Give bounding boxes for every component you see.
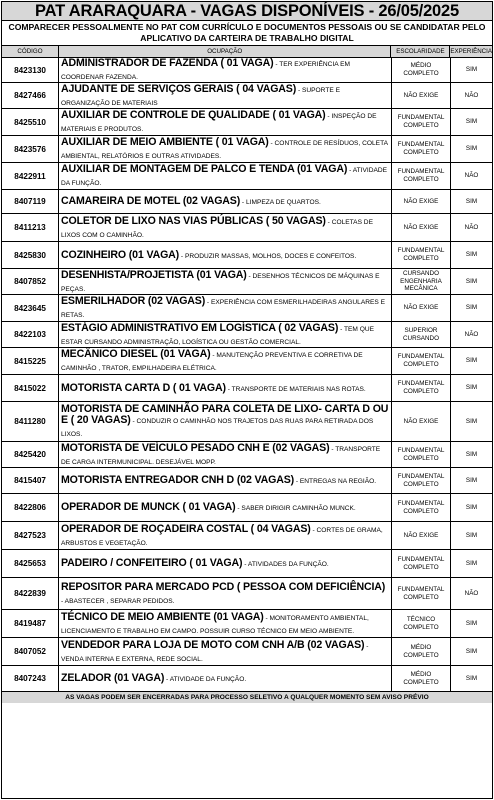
job-title: VENDEDOR PARA LOJA DE MOTO COM CNH A/B (02 VAGAS) bbox=[61, 638, 365, 651]
job-experience: SIM bbox=[465, 619, 478, 627]
table-row bbox=[2, 578, 492, 610]
job-code: 8407052 bbox=[2, 638, 59, 665]
table-row bbox=[2, 214, 492, 242]
job-title: AUXILIAR DE MEIO AMBIENTE ( 01 VAGA) bbox=[61, 136, 269, 148]
job-education: FUNDAMENTAL COMPLETO bbox=[392, 550, 451, 577]
job-experience: SIM bbox=[465, 384, 478, 392]
job-description: LIMPEZA DE QUARTOS. bbox=[245, 199, 321, 206]
job-title: CAMAREIRA DE MOTEL (02 VAGAS) bbox=[61, 195, 241, 207]
job-occupation: MOTORISTA DE VEÍCULO PESADO CNH E (02 VAGAS) - TRANSPORTE DE CARGA INTERMUNICIPAL. DESEJÁVEL MOPP. bbox=[59, 442, 392, 467]
job-education: NÃO EXIGE bbox=[392, 83, 451, 108]
page-title: PAT ARARAQUARA - VAGAS DISPONÍVEIS - 26/05/2025 bbox=[2, 2, 492, 21]
job-title: MECÂNICO DIESEL (01 VAGA) bbox=[61, 348, 211, 360]
job-title: DESENHISTA/PROJETISTA (01 VAGA) bbox=[61, 268, 247, 281]
job-experience: SIM bbox=[465, 357, 478, 365]
job-experience: NÃO bbox=[464, 223, 479, 231]
job-education: FUNDAMENTAL COMPLETO bbox=[392, 348, 451, 374]
job-experience: SIM bbox=[465, 417, 478, 425]
job-description: SABER DIRIGIR CAMINHÃO MUNCK. bbox=[241, 505, 356, 512]
job-education: MÉDIO COMPLETO bbox=[392, 638, 451, 665]
job-experience: SIM bbox=[465, 647, 478, 655]
job-experience: SIM bbox=[465, 559, 478, 567]
job-occupation: DESENHISTA/PROJETISTA (01 VAGA) - DESENHOS TÉCNICOS DE MÁQUINAS E PEÇAS. bbox=[59, 269, 392, 294]
job-title: ESMERILHADOR (02 VAGAS) bbox=[61, 295, 206, 307]
job-education: FUNDAMENTAL COMPLETO bbox=[392, 163, 451, 189]
job-occupation: OPERADOR DE ROÇADEIRA COSTAL ( 04 VAGAS) - CORTES DE GRAMA, ARBUSTOS E VEGETAÇÃO. bbox=[59, 522, 392, 549]
job-code: 8425830 bbox=[2, 242, 59, 268]
job-experience: SIM bbox=[465, 304, 478, 312]
job-education: FUNDAMENTAL COMPLETO bbox=[392, 578, 451, 609]
job-description: ABASTECER , SEPARAR PEDIDOS. bbox=[64, 597, 175, 605]
job-code: 8422911 bbox=[2, 163, 59, 189]
job-description: INSPEÇÃO DE MATERIAIS E PRODUTOS. bbox=[61, 113, 377, 133]
table-row bbox=[2, 550, 492, 578]
job-code: 8415225 bbox=[2, 348, 59, 374]
job-code: 8422806 bbox=[2, 494, 59, 521]
job-title: ZELADOR (01 VAGA) bbox=[61, 672, 165, 684]
table-row bbox=[2, 522, 492, 550]
table-row bbox=[2, 58, 492, 83]
table-row bbox=[2, 638, 492, 666]
job-occupation: ESTÁGIO ADMINISTRATIVO EM LOGÍSTICA ( 02 VAGAS) - TEM QUE ESTAR CURSANDO ADMINISTRAÇÃO, LOGÍSTICA OU GESTÃO COMERCIAL. bbox=[59, 322, 392, 347]
table-row bbox=[2, 190, 492, 214]
job-description: COLETAS DE LIXOS COM O CAMINHÃO. bbox=[61, 218, 373, 239]
job-experience: SIM bbox=[465, 277, 478, 285]
job-education: MÉDIO COMPLETO bbox=[392, 666, 451, 691]
job-education: FUNDAMENTAL COMPLETO bbox=[392, 494, 451, 521]
header-education: ESCOLARIDADE bbox=[391, 46, 450, 57]
job-description: ATIVIDADE DA FUNÇÃO. bbox=[61, 167, 388, 187]
table-row bbox=[2, 242, 492, 269]
table-row bbox=[2, 468, 492, 494]
job-title: COLETOR DE LIXO NAS VIAS PÚBLICAS ( 50 VAGAS) bbox=[61, 214, 326, 227]
job-education: FUNDAMENTAL COMPLETO bbox=[392, 109, 451, 135]
job-code: 8423130 bbox=[2, 58, 59, 82]
job-education: NÃO EXIGE bbox=[392, 190, 451, 213]
job-description: DESENHOS TÉCNICOS DE MÁQUINAS E PEÇAS. bbox=[61, 272, 380, 293]
job-description: EXPERIÊNCIA COM ESMERILHADEIRAS ANGULARES E RETAS. bbox=[61, 299, 386, 319]
table-row bbox=[2, 136, 492, 163]
job-description: TRANSPORTE DE MATERIAIS NAS ROTAS. bbox=[231, 385, 366, 393]
job-code: 8407243 bbox=[2, 666, 59, 691]
job-table-body bbox=[2, 58, 492, 692]
job-code: 8411213 bbox=[2, 214, 59, 241]
job-education: TÉCNICO COMPLETO bbox=[392, 610, 451, 637]
job-experience: NÃO bbox=[464, 589, 479, 597]
job-title: REPOSITOR PARA MERCADO PCD ( PESSOA COM DEFICIÊNCIA) bbox=[61, 580, 386, 593]
job-code: 8411280 bbox=[2, 402, 59, 441]
job-description: CONTROLE DE RESÍDUOS, COLETA AMBIENTAL, RELATÓRIOS E OUTRAS ATIVIDADES. bbox=[61, 140, 388, 160]
job-education: FUNDAMENTAL COMPLETO bbox=[392, 442, 451, 467]
job-description: ATIVIDADE DA FUNÇÃO. bbox=[169, 676, 247, 683]
header-occupation: OCUPAÇÃO bbox=[59, 46, 392, 57]
job-experience: SIM bbox=[465, 450, 478, 458]
job-code: 8415022 bbox=[2, 375, 59, 401]
job-code: 8425510 bbox=[2, 109, 59, 135]
job-code: 8423645 bbox=[2, 295, 59, 321]
job-description: SUPORTE E ORGANIZAÇÃO DE MATERIAIS bbox=[61, 86, 340, 107]
job-title: MOTORISTA ENTREGADOR CNH D (02 VAGAS) bbox=[61, 474, 295, 486]
job-description: MANUTENÇÃO PREVENTIVA E CORRETIVA DE CAMINHÃO , TRATOR, EMPILHADEIRA ELÉTRICA. bbox=[61, 352, 363, 372]
job-experience: SIM bbox=[465, 674, 478, 682]
job-description: ENTREGAS NA REGIÃO. bbox=[299, 478, 377, 485]
table-row bbox=[2, 295, 492, 322]
footer-notice: AS VAGAS PODEM SER ENCERRADAS PARA PROCESSO SELETIVO A QUALQUER MOMENTO SEM AVISO PRÉVIO bbox=[2, 692, 492, 703]
job-education: NÃO EXIGE bbox=[392, 522, 451, 549]
job-occupation: TÉCNICO DE MEIO AMBIENTE (01 VAGA) - MONITORAMENTO AMBIENTAL, LICENCIAMENTO E TRABALHO EM CAMPO. POSSUIR CURSO TÉCNICO EM MEIO AMBIENTE. bbox=[59, 610, 392, 637]
job-title: COZINHEIRO (01 VAGA) bbox=[61, 248, 180, 261]
job-experience: NÃO bbox=[464, 330, 479, 338]
job-description: VENDA INTERNA E EXTERNA, REDE SOCIAL. bbox=[61, 655, 203, 663]
job-description: TRANSPORTE DE CARGA INTERMUNICIPAL. DESEJÁVEL MOPP. bbox=[61, 445, 381, 466]
job-education: FUNDAMENTAL COMPLETO bbox=[392, 136, 451, 162]
job-code: 8415407 bbox=[2, 468, 59, 493]
job-occupation: REPOSITOR PARA MERCADO PCD ( PESSOA COM DEFICIÊNCIA) - ABASTECER , SEPARAR PEDIDOS. bbox=[59, 578, 392, 609]
job-description: MONITORAMENTO AMBIENTAL, LICENCIAMENTO E TRABALHO EM CAMPO. POSSUIR CURSO TÉCNICO EM MEIO AMBIENTE. bbox=[61, 614, 369, 635]
job-occupation: MECÂNICO DIESEL (01 VAGA) - MANUTENÇÃO PREVENTIVA E CORRETIVA DE CAMINHÃO , TRATOR, EMPILHADEIRA ELÉTRICA. bbox=[59, 348, 392, 374]
job-experience: SIM bbox=[465, 197, 478, 205]
job-occupation: ESMERILHADOR (02 VAGAS) - EXPERIÊNCIA COM ESMERILHADEIRAS ANGULARES E RETAS. bbox=[59, 295, 392, 321]
job-education: CURSANDO ENGENHARIA MECÂNICA bbox=[392, 269, 451, 294]
job-occupation: MOTORISTA ENTREGADOR CNH D (02 VAGAS) - ENTREGAS NA REGIÃO. bbox=[59, 468, 392, 493]
job-description: TER EXPERIÊNCIA EM COORDENAR FAZENDA. bbox=[61, 61, 350, 81]
job-occupation: AUXILIAR DE MEIO AMBIENTE ( 01 VAGA) - CONTROLE DE RESÍDUOS, COLETA AMBIENTAL, RELATÓRIOS E OUTRAS ATIVIDADES. bbox=[59, 136, 392, 162]
job-code: 8425420 bbox=[2, 442, 59, 467]
job-title: MOTORISTA DE CAMINHÃO PARA COLETA DE LIXO- CARTA D OU E ( 20 VAGAS) bbox=[61, 403, 389, 426]
job-experience: SIM bbox=[465, 145, 478, 153]
job-experience: NÃO bbox=[464, 172, 479, 180]
job-description: ATIVIDADES DA FUNÇÃO. bbox=[247, 561, 329, 568]
job-occupation: MOTORISTA DE CAMINHÃO PARA COLETA DE LIXO- CARTA D OU E ( 20 VAGAS) - CONDUZIR O CAMINHÃO NOS TRAJETOS DAS RUAS PARA RETIRADA DOS LIXOS. bbox=[59, 402, 392, 441]
job-occupation: AUXILIAR DE CONTROLE DE QUALIDADE ( 01 VAGA) - INSPEÇÃO DE MATERIAIS E PRODUTOS. bbox=[59, 109, 392, 135]
job-title: OPERADOR DE ROÇADEIRA COSTAL ( 04 VAGAS) bbox=[61, 522, 311, 535]
job-code: 8427466 bbox=[2, 83, 59, 108]
job-occupation: ADMINISTRADOR DE FAZENDA ( 01 VAGA) - TER EXPERIÊNCIA EM COORDENAR FAZENDA. bbox=[59, 58, 392, 82]
job-occupation: COZINHEIRO (01 VAGA) - PRODUZIR MASSAS, MOLHOS, DOCES E CONFEITOS. bbox=[59, 242, 392, 268]
job-description: TEM QUE ESTAR CURSANDO ADMINISTRAÇÃO, LOGÍSTICA OU GESTÃO COMERCIAL. bbox=[61, 325, 375, 346]
job-title: TÉCNICO DE MEIO AMBIENTE (01 VAGA) bbox=[61, 610, 264, 623]
job-description: CORTES DE GRAMA, ARBUSTOS E VEGETAÇÃO. bbox=[61, 526, 383, 547]
job-education: NÃO EXIGE bbox=[392, 214, 451, 241]
job-code: 8422103 bbox=[2, 322, 59, 347]
job-experience: NÃO bbox=[464, 91, 479, 99]
job-education: MÉDIO COMPLETO bbox=[392, 58, 451, 82]
job-code: 8419487 bbox=[2, 610, 59, 637]
table-row bbox=[2, 375, 492, 402]
job-code: 8423576 bbox=[2, 136, 59, 162]
job-occupation: ZELADOR (01 VAGA) - ATIVIDADE DA FUNÇÃO. bbox=[59, 666, 392, 691]
job-experience: SIM bbox=[465, 503, 478, 511]
header-experience: EXPERIÊNCIA bbox=[450, 48, 492, 55]
job-experience: SIM bbox=[465, 66, 478, 74]
table-row bbox=[2, 163, 492, 190]
job-code: 8422839 bbox=[2, 578, 59, 609]
job-description: CONDUZIR O CAMINHÃO NOS TRAJETOS DAS RUAS PARA RETIRADA DOS LIXOS. bbox=[61, 418, 374, 438]
table-row bbox=[2, 402, 492, 442]
job-occupation: PADEIRO / CONFEITEIRO ( 01 VAGA) - ATIVIDADES DA FUNÇÃO. bbox=[59, 550, 392, 577]
job-experience: SIM bbox=[465, 118, 478, 126]
table-row bbox=[2, 442, 492, 468]
job-title: OPERADOR DE MUNCK ( 01 VAGA) bbox=[61, 501, 236, 513]
instructions-subtitle: COMPARECER PESSOALMENTE NO PAT COM CURRÍCULO E DOCUMENTOS PESSOAIS OU SE CANDIDATAR PELO APLICATIVO DA CARTEIRA DE TRABALHO DIGITAL bbox=[2, 21, 492, 46]
job-education: FUNDAMENTAL COMPLETO bbox=[392, 468, 451, 493]
job-description: PRODUZIR MASSAS, MOLHOS, DOCES E CONFEITOS. bbox=[184, 252, 357, 260]
job-title: MOTORISTA DE VEÍCULO PESADO CNH E (02 VAGAS) bbox=[61, 441, 330, 454]
job-code: 8425653 bbox=[2, 550, 59, 577]
job-education: NÃO EXIGE bbox=[392, 402, 451, 441]
job-title: MOTORISTA CARTA D ( 01 VAGA) bbox=[61, 381, 226, 394]
table-row bbox=[2, 666, 492, 692]
job-title: ADMINISTRADOR DE FAZENDA ( 01 VAGA) bbox=[61, 57, 274, 69]
job-experience: SIM bbox=[465, 531, 478, 539]
job-title: PADEIRO / CONFEITEIRO ( 01 VAGA) bbox=[61, 557, 243, 569]
job-education: FUNDAMENTAL COMPLETO bbox=[392, 242, 451, 268]
table-row bbox=[2, 109, 492, 136]
job-title: AUXILIAR DE MONTAGEM DE PALCO E TENDA (01 VAGA) bbox=[61, 163, 348, 175]
table-row bbox=[2, 83, 492, 109]
job-occupation: MOTORISTA CARTA D ( 01 VAGA) - TRANSPORTE DE MATERIAIS NAS ROTAS. bbox=[59, 375, 392, 401]
job-education: SUPERIOR CURSANDO bbox=[392, 322, 451, 347]
job-occupation: VENDEDOR PARA LOJA DE MOTO COM CNH A/B (02 VAGAS) - VENDA INTERNA E EXTERNA, REDE SOCIAL. bbox=[59, 638, 392, 665]
job-title: AJUDANTE DE SERVIÇOS GERAIS ( 04 VAGAS) bbox=[61, 82, 297, 95]
job-occupation: COLETOR DE LIXO NAS VIAS PÚBLICAS ( 50 VAGAS) - COLETAS DE LIXOS COM O CAMINHÃO. bbox=[59, 214, 392, 241]
table-row bbox=[2, 322, 492, 348]
table-row bbox=[2, 269, 492, 295]
job-experience: SIM bbox=[465, 476, 478, 484]
table-row bbox=[2, 348, 492, 375]
table-row bbox=[2, 610, 492, 638]
header-code: CÓDIGO bbox=[2, 46, 59, 57]
job-title: AUXILIAR DE CONTROLE DE QUALIDADE ( 01 VAGA) bbox=[61, 109, 326, 121]
job-education: FUNDAMENTAL COMPLETO bbox=[392, 375, 451, 401]
job-experience: SIM bbox=[465, 251, 478, 259]
job-code: 8407852 bbox=[2, 269, 59, 294]
table-row bbox=[2, 494, 492, 522]
job-occupation: AJUDANTE DE SERVIÇOS GERAIS ( 04 VAGAS) - SUPORTE E ORGANIZAÇÃO DE MATERIAIS bbox=[59, 83, 392, 108]
job-code: 8407119 bbox=[2, 190, 59, 213]
job-listing-sheet bbox=[1, 1, 493, 799]
job-education: NÃO EXIGE bbox=[392, 295, 451, 321]
job-occupation: AUXILIAR DE MONTAGEM DE PALCO E TENDA (01 VAGA) - ATIVIDADE DA FUNÇÃO. bbox=[59, 163, 392, 189]
job-occupation: OPERADOR DE MUNCK ( 01 VAGA) - SABER DIRIGIR CAMINHÃO MUNCK. bbox=[59, 494, 392, 521]
job-title: ESTÁGIO ADMINISTRATIVO EM LOGÍSTICA ( 02 VAGAS) bbox=[61, 321, 339, 334]
job-code: 8427523 bbox=[2, 522, 59, 549]
job-occupation: CAMAREIRA DE MOTEL (02 VAGAS) - LIMPEZA DE QUARTOS. bbox=[59, 190, 392, 213]
